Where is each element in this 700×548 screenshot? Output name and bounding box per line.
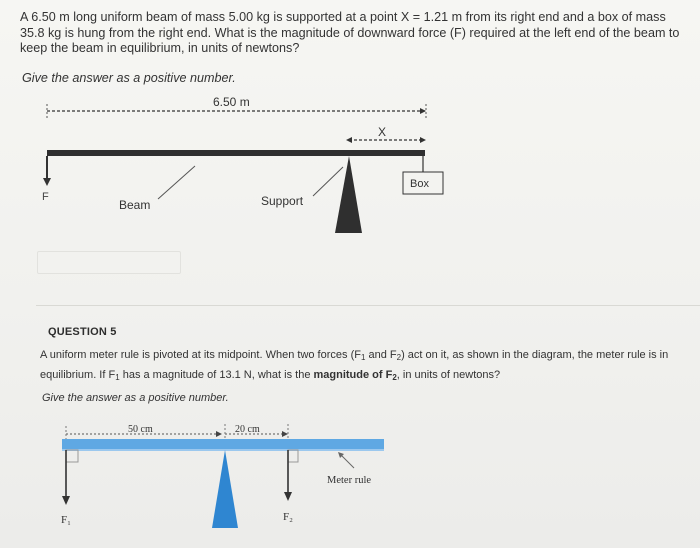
dim2-label: 20 cm — [235, 424, 260, 435]
meter-rule-label: Meter rule — [327, 475, 372, 486]
question-4-hint: Give the answer as a positive number. — [22, 71, 236, 85]
meter-rule — [62, 439, 384, 449]
dim1-label: 50 cm — [128, 424, 153, 435]
question-5-text: A uniform meter rule is pivoted at its midpoint. When two forces ($F_1$ and $F_2$) act on it, as shown in the diagram, the meter rule is in equilibrium. If $F_1$ has a magnitude of 13.1 N, what is the magnitude of $F_2$, in units of newtons? — [40, 349, 669, 382]
meter-rule-pointer — [340, 454, 354, 468]
question-5-heading: QUESTION 5 — [48, 326, 117, 338]
f1-label: F₁ — [61, 514, 71, 526]
question-4-answer-input[interactable] — [37, 251, 181, 274]
question-5-hint: Give the answer as a positive number. — [42, 392, 229, 404]
question-5-diagram — [0, 410, 700, 548]
force-label: F — [42, 191, 49, 203]
pivot-triangle — [212, 450, 238, 528]
beam-label: Beam — [119, 198, 151, 212]
question-4-diagram — [0, 0, 700, 250]
length-label: 6.50 m — [213, 95, 250, 109]
beam — [47, 150, 425, 156]
f2-label: F₂ — [283, 511, 293, 523]
x-label: X — [378, 125, 387, 139]
question-4-text: A 6.50 m long uniform beam of mass 5.00 kg is supported at a point X = 1.21 m from its right end and a box of mass 35.8 kg is hung from the right end. What is the magnitude of downward force (F) required at the left end of the beam to keep the beam in equilibrium, in units of newtons? — [20, 10, 680, 55]
question-divider — [36, 305, 700, 306]
support-label: Support — [261, 194, 304, 208]
support-pointer — [313, 167, 343, 196]
box-label: Box — [410, 178, 429, 190]
support-pivot — [335, 156, 362, 233]
beam-pointer — [158, 166, 195, 199]
